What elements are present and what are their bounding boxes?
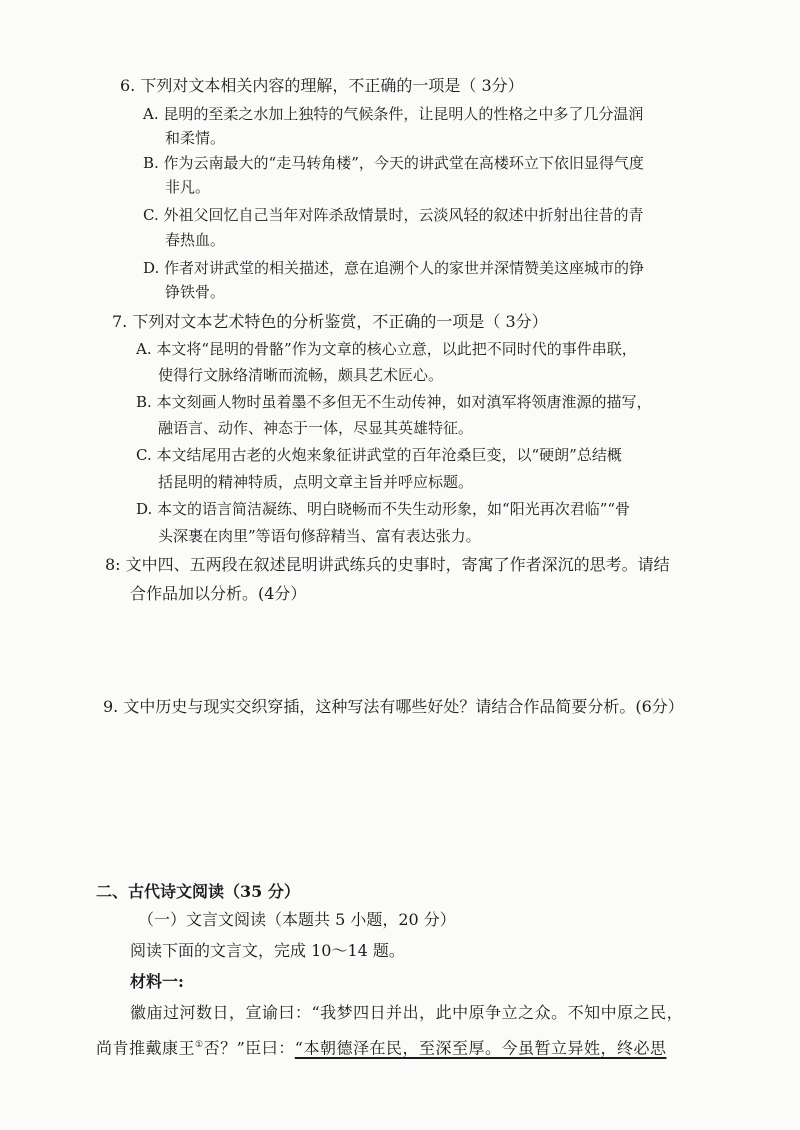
q6-option-d-line1: D. 作者对讲武堂的相关描述，意在追溯个人的家世并深情赞美这座城市的铮 xyxy=(143,259,645,277)
section2-instruction: 阅读下面的文言文，完成 10～14 题。 xyxy=(130,941,405,960)
section2-title: 二、古代诗文阅读（35 分） xyxy=(96,882,300,901)
footnote-marker: ① xyxy=(195,1040,204,1050)
q6-option-b-line1: B. 作为云南最大的“走马转角楼”，今天的讲武堂在高楼环立下依旧显得气度 xyxy=(143,154,644,172)
q7-option-b-line2: 融语言、动作、神态于一体，尽显其英雄特征。 xyxy=(158,419,474,437)
q7-option-c-line1: C. 本文结尾用古老的火炮来象征讲武堂的百年沧桑巨变，以“硬朗”总结概 xyxy=(136,446,622,464)
section2-subtitle: （一）文言文阅读（本题共 5 小题，20 分） xyxy=(138,910,456,929)
underlined-sentence: “本朝德泽在民，至深至厚。今虽暂立异姓，终必思 xyxy=(294,1038,667,1058)
q8-line1: 8: 文中四、五两段在叙述昆明讲武练兵的史事时，寄寓了作者深沉的思考。请结 xyxy=(105,555,670,574)
q7-option-d-line1: D. 本文的语言简洁凝练、明白晓畅而不失生动形象，如“阳光再次君临”“骨 xyxy=(136,500,631,518)
q7-option-a-line1: A. 本文将“昆明的骨骼”作为文章的核心立意，以此把不同时代的事件串联， xyxy=(136,340,637,358)
passage-line2-start: 尚肯推戴康王 xyxy=(96,1038,196,1058)
material-label: 材料一: xyxy=(130,972,184,991)
q9-line1: 9. 文中历史与现实交织穿插，这种写法有哪些好处？请结合作品简要分析。(6分） xyxy=(103,697,684,716)
q6-option-c-line1: C. 外祖父回忆自己当年对阵杀敌情景时，云淡风轻的叙述中折射出往昔的青 xyxy=(143,206,644,224)
q7-stem: 7. 下列对文本艺术特色的分析鉴赏，不正确的一项是（ 3分） xyxy=(112,312,548,331)
q6-option-a-line1: A. 昆明的至柔之水加上独特的气候条件，让昆明人的性格之中多了几分温润 xyxy=(143,105,644,123)
passage-line2 xyxy=(96,1035,666,1058)
q7-option-b-line1: B. 本文刻画人物时虽着墨不多但无不生动传神，如对滇军将领唐淮源的描写， xyxy=(136,393,652,411)
q7-option-a-line2: 使得行文脉络清晰而流畅，颇具艺术匠心。 xyxy=(158,366,444,384)
q7-option-c-line2: 括昆明的精神特质，点明文章主旨并呼应标题。 xyxy=(158,473,474,491)
q6-stem: 6. 下列对文本相关内容的理解，不正确的一项是（ 3分） xyxy=(120,76,524,95)
q6-option-a-line2: 和柔情。 xyxy=(165,129,226,147)
q6-option-c-line2: 春热血。 xyxy=(165,231,226,249)
q8-line2: 合作品加以分析。(4分） xyxy=(130,584,307,603)
q6-option-b-line2: 非凡。 xyxy=(165,178,211,196)
passage-line2-middle: 否？”臣曰： xyxy=(203,1038,295,1058)
q6-option-d-line2: 铮铁骨。 xyxy=(165,283,226,301)
passage-line1: 徽庙过河数日，宣谕曰：“我梦四日并出，此中原争立之众。不知中原之民， xyxy=(130,1003,684,1022)
q7-option-d-line2: 头深裹在肉里”等语句修辞精当、富有表达张力。 xyxy=(158,527,481,545)
